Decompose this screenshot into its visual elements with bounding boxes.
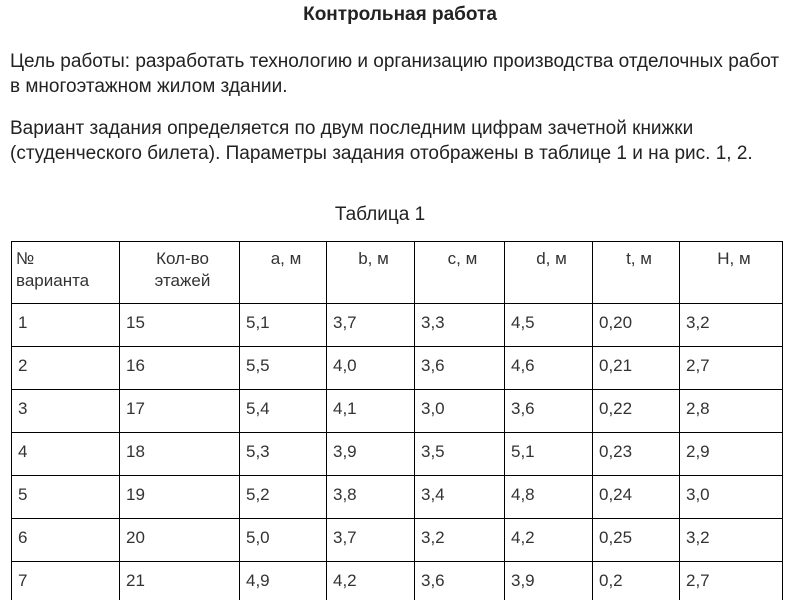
header-floors-count [120,242,240,304]
table-cell: 5,4 [240,390,327,433]
parameters-table [11,241,783,600]
table-cell: 3,7 [327,519,415,562]
table-cell: 3,2 [680,304,783,347]
table-cell: 0,21 [593,347,680,390]
header-b: b, м [327,242,415,304]
table-cell: 3 [12,390,120,433]
header-a: a, м [240,242,327,304]
table-row [12,304,783,347]
table-cell: 18 [120,433,240,476]
header-line: варианта [16,271,90,290]
table-cell: 3,9 [327,433,415,476]
table-cell: 4,8 [505,476,593,519]
header-variant-number [12,242,120,304]
table-cell: 3,2 [415,519,505,562]
table-cell: 3,5 [415,433,505,476]
table-cell: 7 [12,562,120,600]
header-line: № [16,249,35,268]
table-cell: 15 [120,304,240,347]
table-cell: 4 [12,433,120,476]
table-row [12,476,783,519]
table-cell: 4,9 [240,562,327,600]
table-row [12,390,783,433]
table-cell: 2,7 [680,562,783,600]
table-cell: 17 [120,390,240,433]
table-cell: 2,8 [680,390,783,433]
table-cell: 3,8 [327,476,415,519]
table-cell: 2 [12,347,120,390]
goal-paragraph: Цель работы: разработать технологию и организацию производства отделочных работ в многоэтажном жилом здании. [10,51,780,97]
table-cell: 2,7 [680,347,783,390]
table-cell: 5,3 [240,433,327,476]
table-cell: 4,1 [327,390,415,433]
table-cell: 5,2 [240,476,327,519]
header-t: t, м [593,242,680,304]
table-cell: 1 [12,304,120,347]
table-cell: 5,1 [240,304,327,347]
table-row [12,433,783,476]
table-cell: 0,20 [593,304,680,347]
table-cell: 4,5 [505,304,593,347]
page-title: Контрольная работа [303,4,497,25]
table-cell: 21 [120,562,240,600]
table-cell: 20 [120,519,240,562]
table-cell: 3,2 [680,519,783,562]
variant-paragraph: Вариант задания определяется по двум последним цифрам зачетной книжки (студенческого билета). Параметры задания отображены в таблице 1 и на рис. 1, 2. [10,118,753,164]
table-cell: 5,5 [240,347,327,390]
table-cell: 3,3 [415,304,505,347]
table-cell: 3,0 [415,390,505,433]
table-cell: 0,22 [593,390,680,433]
header-h: H, м [680,242,783,304]
table-cell: 3,9 [505,562,593,600]
table-cell: 4,6 [505,347,593,390]
table-cell: 0,2 [593,562,680,600]
table-header-row [12,242,783,304]
table-cell: 3,7 [327,304,415,347]
table-cell: 0,25 [593,519,680,562]
table-cell: 2,9 [680,433,783,476]
table-cell: 6 [12,519,120,562]
table-cell: 4,0 [327,347,415,390]
table-cell: 0,24 [593,476,680,519]
header-line: этажей [154,271,211,290]
table-cell: 5,0 [240,519,327,562]
table-cell: 3,0 [680,476,783,519]
table-cell: 3,6 [415,562,505,600]
table-cell: 4,2 [505,519,593,562]
header-c: c, м [415,242,505,304]
table-cell: 5 [12,476,120,519]
header-d: d, м [505,242,593,304]
table-cell: 4,2 [327,562,415,600]
table-cell: 16 [120,347,240,390]
table-row [12,347,783,390]
table-cell: 5,1 [505,433,593,476]
table-cell: 3,6 [415,347,505,390]
table-cell: 3,4 [415,476,505,519]
table-row [12,519,783,562]
table-row [12,562,783,600]
header-line: Кол-во [156,249,209,268]
table-cell: 19 [120,476,240,519]
table-cell: 0,23 [593,433,680,476]
table-cell: 3,6 [505,390,593,433]
table-caption: Таблица 1 [334,204,426,225]
